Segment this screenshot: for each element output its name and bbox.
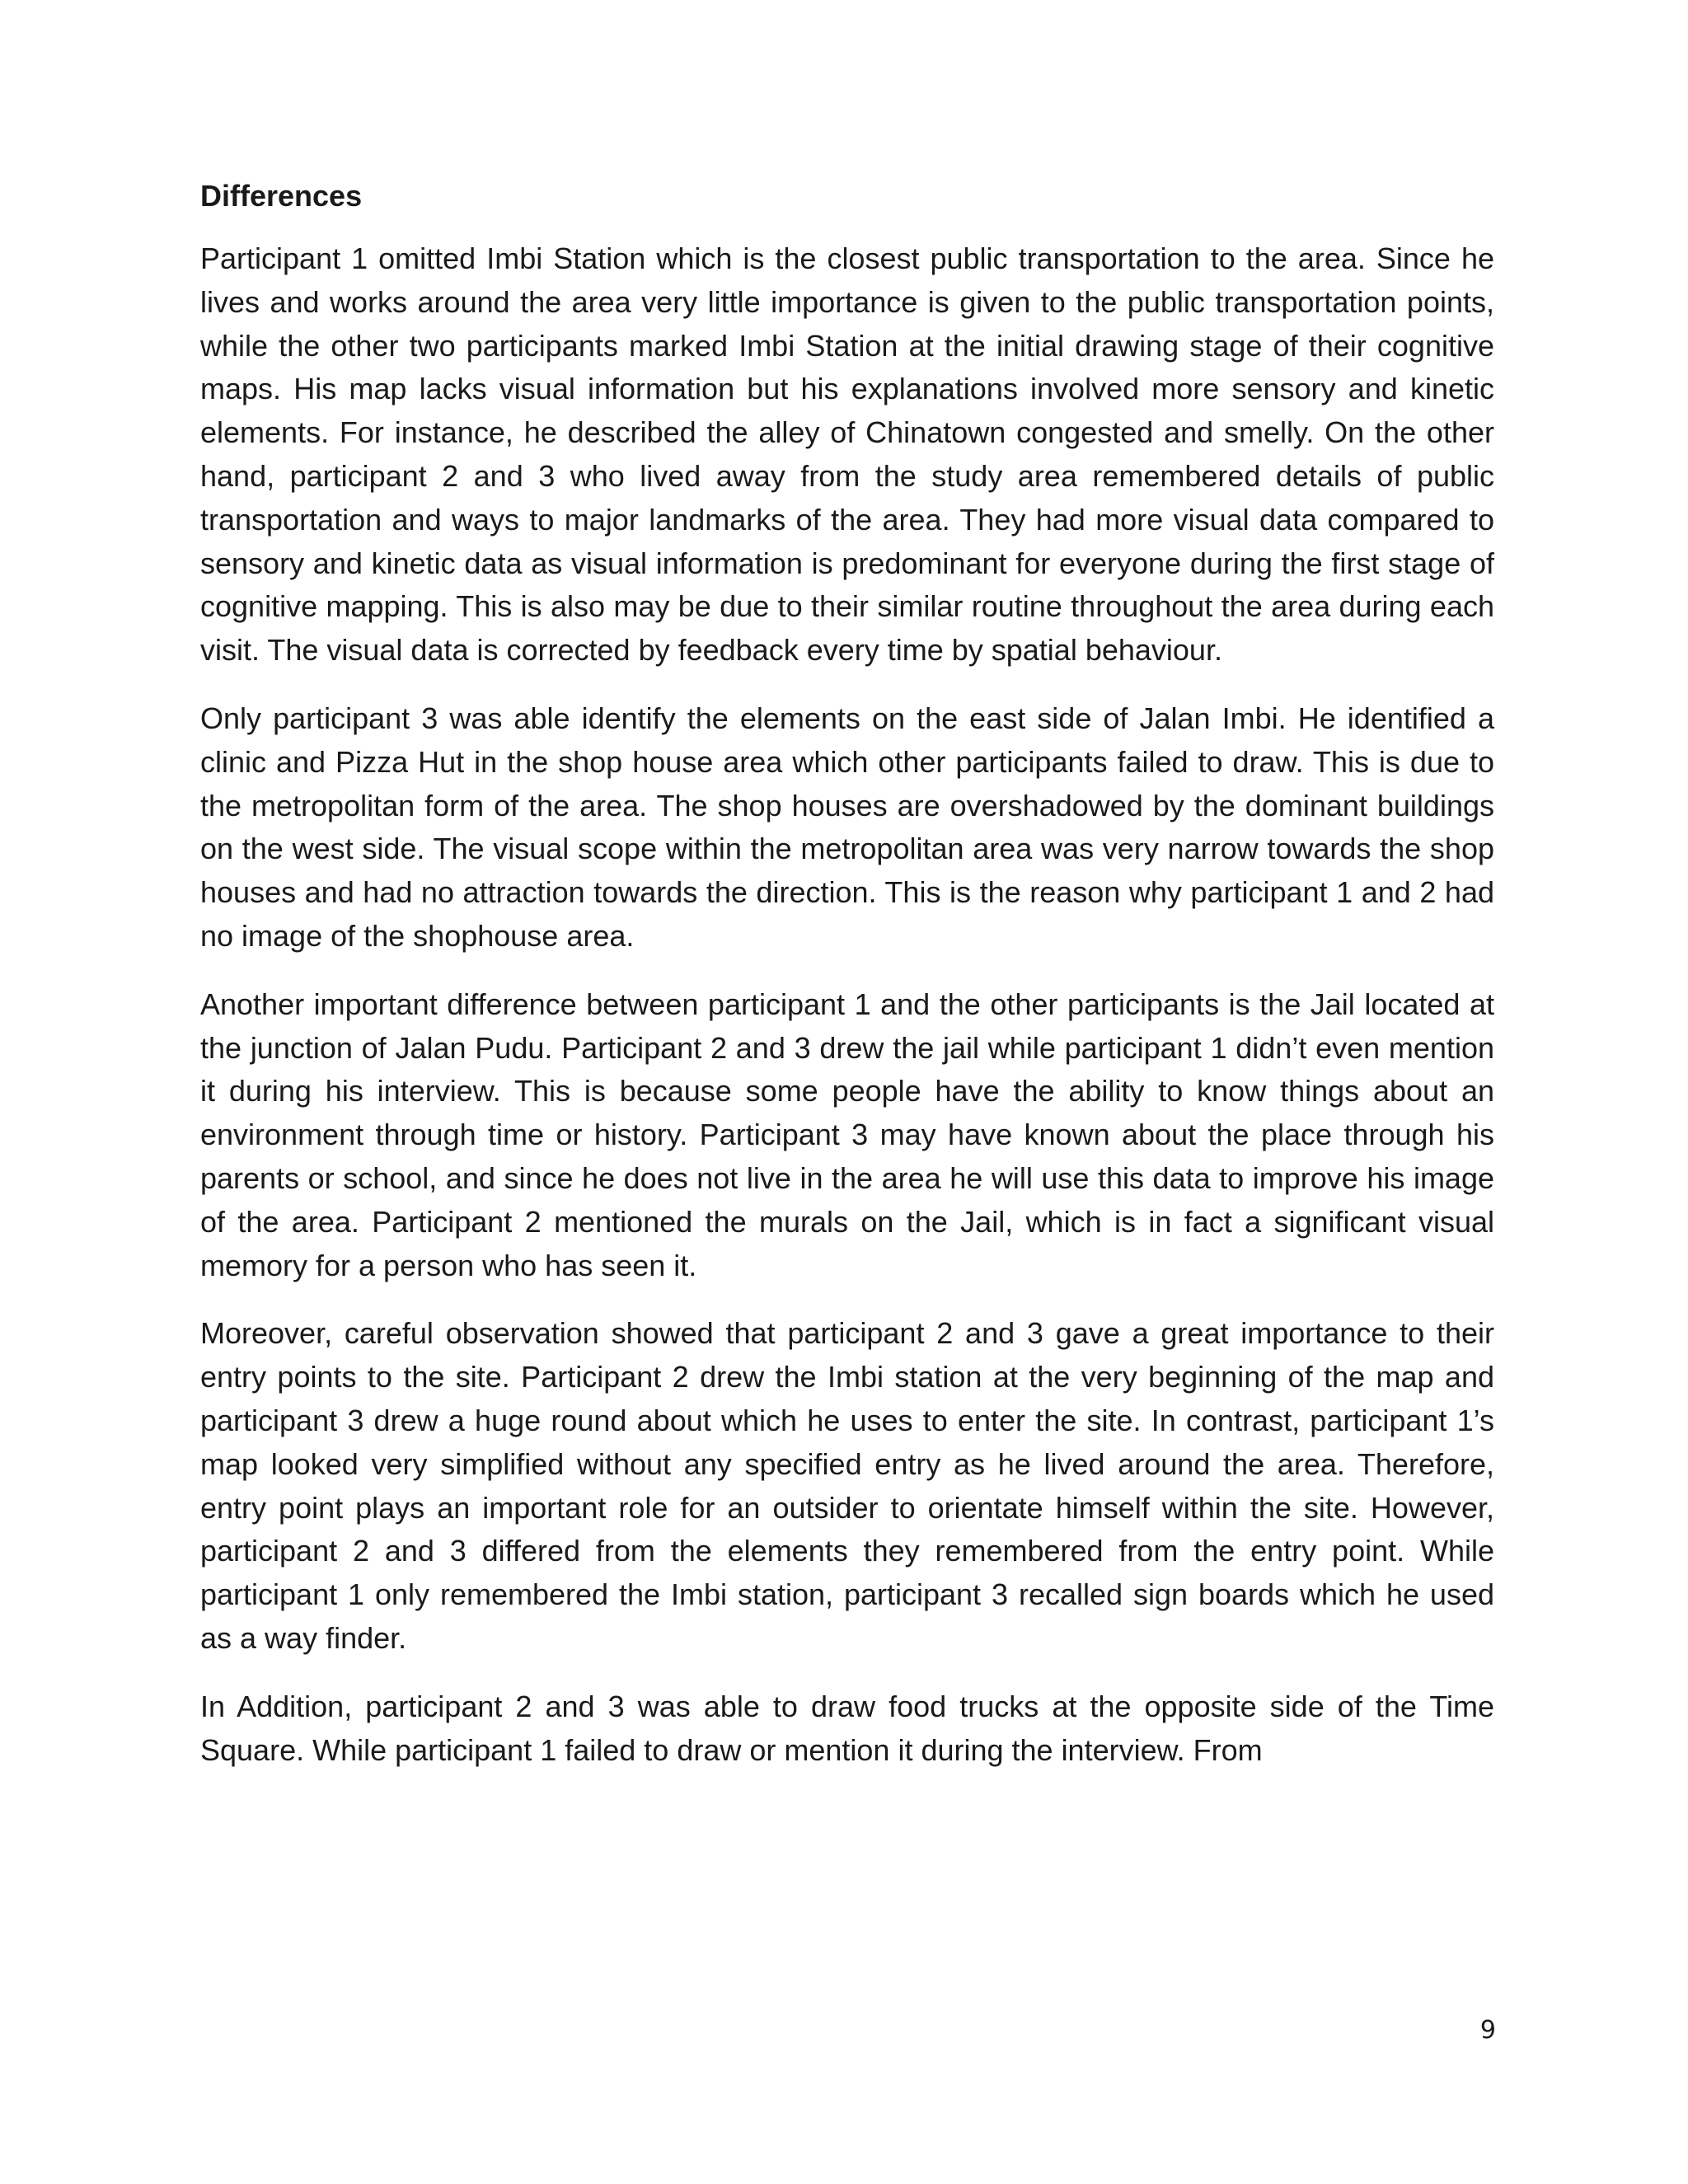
paragraph-1: Participant 1 omitted Imbi Station which is the closest public transportation to the area. Since he lives and works around the area very little importance is given to the public transportation points, while the other two participants marked Imbi Station at the initial drawing stage of their cognitive maps. His map lacks visual information but his explanations involved more sensory and kinetic elements. For instance, he described the alley of Chinatown congested and smelly. On the other hand, participant 2 and 3 who lived away from the study area remembered details of public transportation and ways to major landmarks of the area. They had more visual data compared to sensory and kinetic data as visual information is predominant for everyone during the first stage of cognitive mapping. This is also may be due to their similar routine throughout the area during each visit. The visual data is corrected by feedback every time by spatial behaviour. [200, 241, 1494, 668]
paragraph-2: Only participant 3 was able identify the elements on the east side of Jalan Imbi. He identified a clinic and Pizza Hut in the shop house area which other participants failed to draw. This is due to the metropolitan form of the area. The shop houses are overshadowed by the dominant buildings on the west side. The visual scope within the metropolitan area was very narrow towards the shop houses and had no attraction towards the direction. This is the reason why participant 1 and 2 had no image of the shophouse area. [200, 701, 1494, 953]
page-content [200, 176, 1494, 1772]
section-heading: Differences [200, 179, 363, 213]
page-number: 9 [1479, 2016, 1496, 2045]
paragraph-5: In Addition, participant 2 and 3 was able to draw food trucks at the opposite side of the Time Square. While participant 1 failed to draw or mention it during the interview. From [200, 1689, 1494, 1767]
paragraph-4: Moreover, careful observation showed that participant 2 and 3 gave a great importance to their entry points to the site. Participant 2 drew the Imbi station at the very beginning of the map and participant 3 drew a huge round about which he uses to enter the site. In contrast, participant 1’s map looked very simplified without any specified entry as he lived around the area. Therefore, entry point plays an important role for an outsider to orientate himself within the site. However, participant 2 and 3 differed from the elements they remembered from the entry point. While participant 1 only remembered the Imbi station, participant 3 recalled sign boards which he used as a way finder. [200, 1316, 1494, 1655]
paragraph-3: Another important difference between participant 1 and the other participants is the Jail located at the junction of Jalan Pudu. Participant 2 and 3 drew the jail while participant 1 didn’t even mention it during his interview. This is because some people have the ability to know things about an environment through time or history. Participant 3 may have known about the place through his parents or school, and since he does not live in the area he will use this data to improve his image of the area. Participant 2 mentioned the murals on the Jail, which is in fact a significant visual memory for a person who has seen it. [200, 987, 1494, 1282]
